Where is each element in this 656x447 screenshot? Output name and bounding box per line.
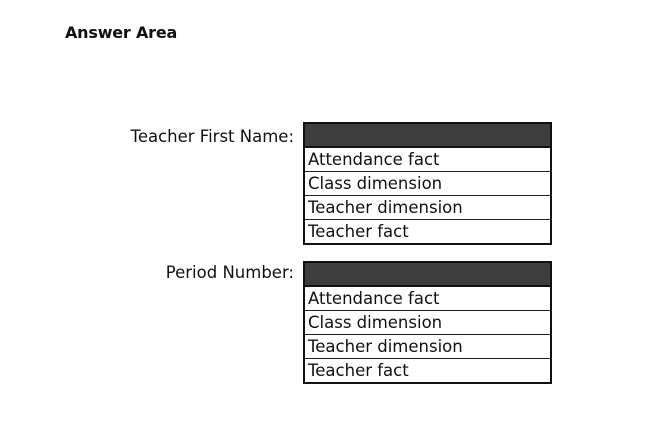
dropdown-option[interactable]: Teacher dimension [305,334,550,358]
dropdown-option[interactable]: Teacher fact [305,358,550,382]
dropdown-option[interactable]: Attendance fact [308,289,440,308]
question-label: Period Number: [165,263,294,282]
dropdown-selected-value[interactable] [305,124,550,148]
dropdown-option[interactable]: Attendance fact [308,150,440,169]
answer-dropdown[interactable] [303,122,552,245]
question-label: Teacher First Name: [130,127,294,146]
answer-dropdown[interactable] [303,261,552,384]
dropdown-options-list [305,148,550,243]
dropdown-option[interactable]: Class dimension [305,171,550,195]
dropdown-options-list [305,287,550,382]
dropdown-option[interactable]: Teacher dimension [305,195,550,219]
dropdown-option[interactable]: Class dimension [305,310,550,334]
answer-area-title: Answer Area [65,23,178,42]
dropdown-option[interactable]: Teacher fact [305,219,550,243]
dropdown-selected-value[interactable] [305,263,550,287]
